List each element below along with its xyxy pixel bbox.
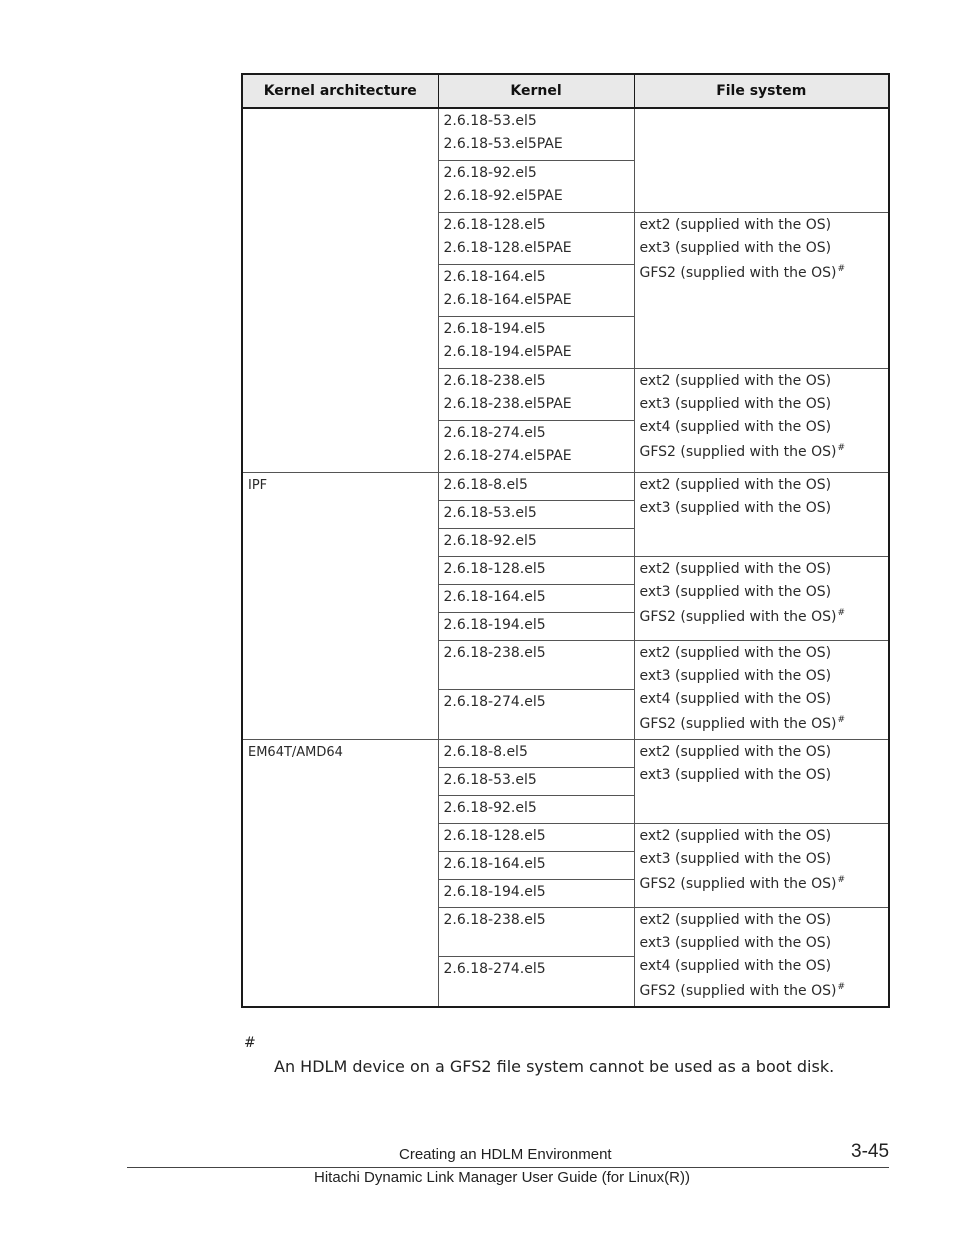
kernel-cell [438, 556, 634, 584]
file-system-entry [640, 955, 884, 978]
page-number: 3-45 [851, 1141, 890, 1162]
footnote-reference: # [837, 607, 846, 618]
kernel-cell [438, 879, 634, 907]
file-system-entry [640, 393, 884, 416]
kernel-version: 2.6.18-194.el5PAE [443, 343, 572, 360]
kernel-version: 2.6.18-53.el5 [443, 113, 537, 129]
file-system-entry [640, 980, 884, 1003]
kernel-cell [438, 264, 634, 316]
kernel-cell [438, 212, 634, 264]
kernel-cell [438, 957, 634, 1007]
kernel-version: 2.6.18-92.el5 [443, 164, 537, 181]
file-system-entry [640, 825, 884, 848]
file-system-name: ext4 (supplied with the OS) [639, 418, 832, 435]
file-system-entry [640, 741, 884, 764]
kernel-version: 2.6.18-238.el5PAE [443, 395, 572, 412]
file-system-entry [640, 474, 884, 497]
file-system-name: ext4 (supplied with the OS) [639, 690, 832, 707]
kernel-version: 2.6.18-164.el5 [443, 588, 546, 605]
footnote-reference: # [837, 874, 846, 885]
table-row [242, 472, 889, 500]
kernel-version: 2.6.18-274.el5 [443, 961, 546, 978]
kernel-version: 2.6.18-8.el5 [443, 476, 528, 493]
file-system-entry [640, 581, 884, 604]
kernel-cell [438, 584, 634, 612]
file-system-entry [640, 665, 884, 688]
file-system-cell [634, 640, 889, 739]
kernel-version: 2.6.18-53.el5 [443, 771, 537, 788]
file-system-name: GFS2 (supplied with the OS) [639, 715, 837, 732]
kernel-cell [438, 823, 634, 851]
file-system-entry [640, 558, 884, 581]
kernel-version: 2.6.18-128.el5 [443, 216, 546, 233]
file-system-cell [634, 907, 889, 1007]
kernel-cell [438, 907, 634, 957]
file-system-entry [640, 237, 884, 260]
kernel-version: 2.6.18-238.el5 [443, 644, 546, 661]
file-system-entry [640, 606, 884, 629]
kernel-version: 2.6.18-238.el5 [443, 911, 546, 928]
kernel-version: 2.6.18-92.el5 [443, 799, 537, 816]
file-system-cell [634, 472, 889, 556]
kernel-cell [438, 528, 634, 556]
file-system-name: GFS2 (supplied with the OS) [639, 608, 837, 625]
footnote-reference: # [837, 981, 846, 992]
kernel-version: 2.6.18-164.el5 [443, 268, 546, 285]
file-system-entry [640, 848, 884, 871]
file-system-name: ext3 (supplied with the OS) [639, 499, 832, 516]
footnote-reference: # [837, 442, 846, 453]
table-header-row [242, 74, 889, 108]
file-system-cell [634, 212, 889, 368]
header-kernel: Kernel [438, 74, 634, 108]
kernel-cell [438, 795, 634, 823]
footer-book-title: Hitachi Dynamic Link Manager User Guide (for Linux(R)) [314, 1169, 690, 1186]
file-system-name: ext3 (supplied with the OS) [639, 395, 832, 412]
kernel-version: 2.6.18-164.el5PAE [443, 291, 572, 308]
kernel-cell [438, 500, 634, 528]
kernel-version: 2.6.18-53.el5PAE [443, 136, 563, 152]
file-system-entry [640, 214, 884, 237]
file-system-entry [640, 416, 884, 439]
table-body [242, 108, 889, 1007]
file-system-name: ext2 (supplied with the OS) [639, 476, 832, 493]
file-system-cell [634, 739, 889, 823]
kernel-cell [438, 108, 634, 160]
kernel-version: 2.6.18-194.el5 [443, 883, 546, 900]
footer-divider [127, 1167, 889, 1168]
kernel-cell [438, 316, 634, 368]
file-system-cell [634, 556, 889, 640]
header-file-system: File system [634, 74, 889, 108]
footnote-reference: # [837, 714, 846, 725]
file-system-name: ext2 (supplied with the OS) [639, 216, 832, 233]
file-system-entry [640, 688, 884, 711]
file-system-entry [640, 370, 884, 393]
kernel-cell [438, 472, 634, 500]
file-system-name: ext3 (supplied with the OS) [639, 934, 832, 951]
kernel-cell [438, 739, 634, 767]
file-system-name: GFS2 (supplied with the OS) [639, 264, 837, 281]
kernel-cell [438, 767, 634, 795]
file-system-entry [640, 909, 884, 932]
file-system-entry [640, 932, 884, 955]
footnote-mark: # [244, 1035, 256, 1051]
file-system-entry [640, 713, 884, 736]
file-system-name: GFS2 (supplied with the OS) [639, 875, 837, 892]
kernel-version: 2.6.18-53.el5 [443, 504, 537, 521]
file-system-cell [634, 368, 889, 472]
kernel-cell [438, 690, 634, 740]
file-system-name: ext2 (supplied with the OS) [639, 827, 832, 844]
file-system-name: ext2 (supplied with the OS) [639, 372, 832, 389]
table-row [242, 108, 889, 160]
kernel-cell [438, 368, 634, 420]
kernel-version: 2.6.18-194.el5 [443, 320, 546, 337]
kernel-version: 2.6.18-274.el5PAE [443, 447, 572, 464]
file-system-entry [640, 497, 884, 520]
kernel-architecture-cell: IPF [242, 472, 438, 739]
file-system-entry [640, 642, 884, 665]
kernel-architecture-cell [242, 108, 438, 472]
kernel-cell [438, 160, 634, 212]
file-system-name: ext2 (supplied with the OS) [639, 644, 832, 661]
kernel-version: 2.6.18-238.el5 [443, 372, 546, 389]
file-system-cell [634, 823, 889, 907]
kernel-version: 2.6.18-194.el5 [443, 616, 546, 633]
file-system-name: ext2 (supplied with the OS) [639, 911, 832, 928]
file-system-name: ext3 (supplied with the OS) [639, 583, 832, 600]
kernel-version: 2.6.18-128.el5 [443, 827, 546, 844]
kernel-version: 2.6.18-92.el5 [443, 532, 537, 549]
file-system-entry [640, 873, 884, 896]
file-system-name: ext3 (supplied with the OS) [639, 239, 832, 256]
kernel-version: 2.6.18-128.el5 [443, 560, 546, 577]
kernel-architecture-cell: EM64T/AMD64 [242, 739, 438, 1007]
file-system-entry [640, 262, 884, 285]
table-row [242, 739, 889, 767]
kernel-version: 2.6.18-274.el5 [443, 694, 546, 710]
file-system-entry [640, 441, 884, 464]
file-system-name: GFS2 (supplied with the OS) [639, 443, 837, 460]
kernel-version: 2.6.18-8.el5 [443, 743, 528, 760]
file-system-name: ext3 (supplied with the OS) [639, 850, 832, 867]
file-system-name: ext4 (supplied with the OS) [639, 957, 832, 974]
kernel-cell [438, 640, 634, 690]
file-system-name: ext2 (supplied with the OS) [639, 743, 832, 760]
file-system-cell [634, 108, 889, 212]
kernel-support-table [241, 73, 890, 1008]
file-system-name: ext2 (supplied with the OS) [639, 560, 832, 577]
kernel-cell [438, 851, 634, 879]
file-system-entry [640, 764, 884, 787]
kernel-version: 2.6.18-92.el5PAE [443, 187, 563, 204]
file-system-name: GFS2 (supplied with the OS) [639, 982, 837, 999]
footer-section-title: Creating an HDLM Environment [399, 1146, 612, 1163]
kernel-version: 2.6.18-274.el5 [443, 424, 546, 441]
header-kernel-architecture: Kernel architecture [242, 74, 438, 108]
kernel-version: 2.6.18-164.el5 [443, 855, 546, 872]
footnote-reference: # [837, 263, 846, 274]
file-system-name: ext3 (supplied with the OS) [639, 766, 832, 783]
footnote-text: An HDLM device on a GFS2 file system cannot be used as a boot disk. [274, 1057, 835, 1076]
file-system-name: ext3 (supplied with the OS) [639, 667, 832, 684]
kernel-cell [438, 612, 634, 640]
kernel-version: 2.6.18-128.el5PAE [443, 239, 572, 256]
kernel-cell [438, 420, 634, 472]
